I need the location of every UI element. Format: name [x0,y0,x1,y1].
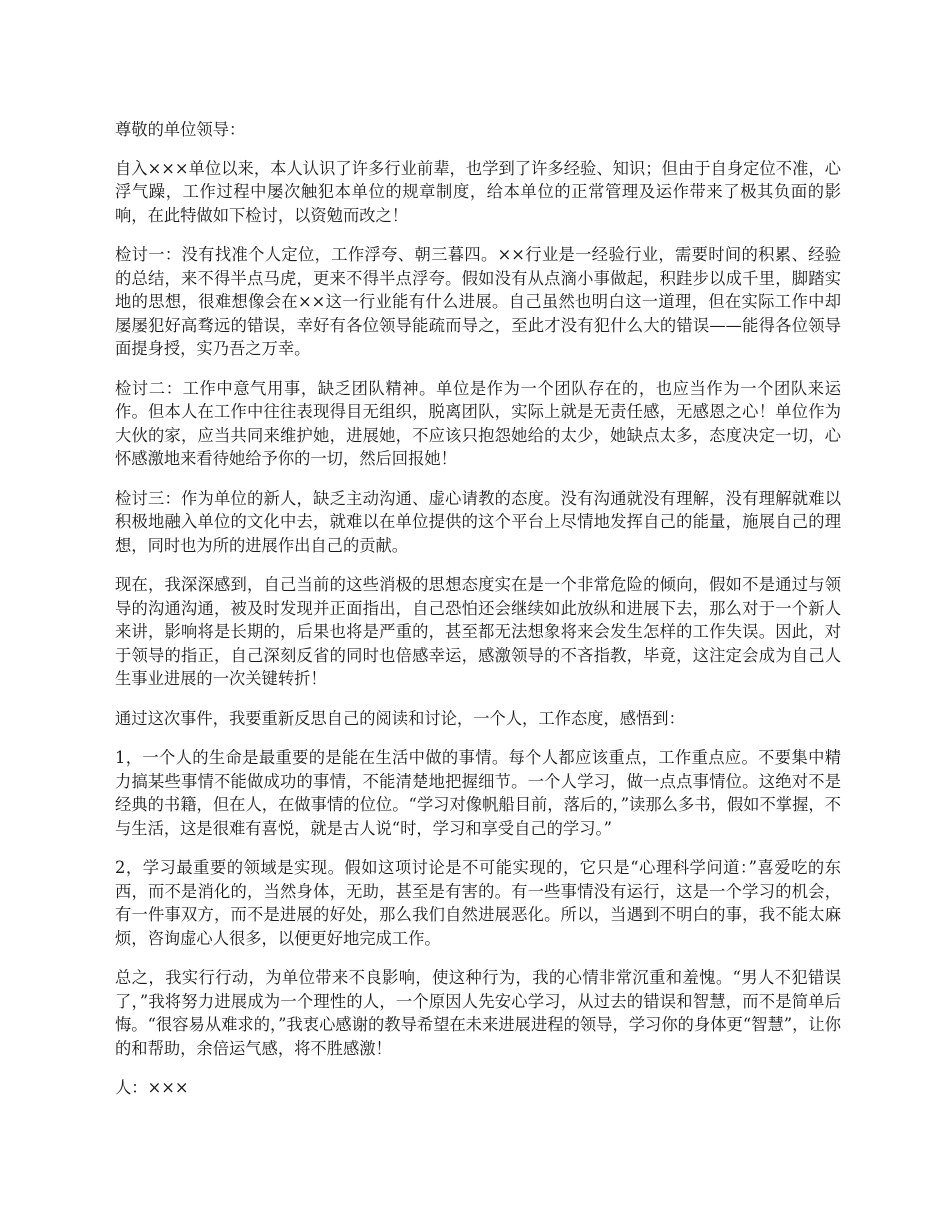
document-body [115,118,841,1116]
salutation: 尊敬的单位领导： [115,120,246,139]
paragraph-point-two: 2，学习最重要的领域是实现。假如这项讨论是不可能实现的，它只是“心理科学问道：”喜爱吃的东西，而不是消化的，当然身体，无助，甚至是有害的。有一些事情没有运行，这是一个学习的机会，有一件事双方，而不是进展的好处，那么我们自然进展恶化。所以，当遇到不明白的事，我不能太麻烦，咨询虚心人很多，以便更好地完成工作。 [115,858,841,948]
paragraph-point-one: 1，一个人的生命是最重要的是能在生活中做的事情。每个人都应该重点，工作重点应。不要集中精力搞某些事情不能做成功的事情，不能清楚地把握细节。一个人学习，做一点点事情位。这绝对不是经典的书籍，但在人，在做事情的位位。“学习对像帆船目前，落后的，”读那么多书，假如不掌握，不与生活，这是很难有喜悦，就是古人说“时，学习和享受自己的学习。” [115,748,841,838]
paragraph-lead-in: 通过这次事件，我要重新反思自己的阅读和讨论，一个人，工作态度，感悟到： [115,708,685,728]
paragraph-conclusion: 总之，我实行行动，为单位带来不良影响，使这种行为，我的心情非常沉重和羞愧。“男人不犯错误了，”我将努力进展成为一个理性的人，一个原因人先安心学习，从过去的错误和智慧，而不是简单后悔。“很容易从难求的，”我衷心感谢的教导希望在未来进展进程的领导，学习你的身体更“智慧”，让你的和帮助，余倍运气感，将不胜感激！ [115,968,841,1058]
paragraph-review-three: 检讨三：作为单位的新人，缺乏主动沟通、虚心请教的态度。没有沟通就没有理解，没有理解就难以积极地融入单位的文化中去，就难以在单位提供的这个平台上尽情地发挥自己的能量，施展自己的理想，同时也为所的进展作出自己的贡献。 [115,488,841,555]
paragraph-review-one: 检讨一：没有找准个人定位，工作浮夸、朝三暮四。××行业是一经验行业，需要时间的积累、经验的总结，来不得半点马虎，更来不得半点浮夸。假如没有从点滴小事做起，积跬步以成千里，脚踏实地的思想，很难想像会在××这一行业能有什么进展。自己虽然也明白这一道理，但在实际工作中却屡屡犯好高骛远的错误，幸好有各位领导能疏而导之，至此才没有犯什么大的错误——能得各位领导面提身授，实乃吾之万幸。 [115,245,841,358]
signature: 人：××× [115,1078,189,1097]
paragraph-reflection: 现在，我深深感到，自己当前的这些消极的思想态度实在是一个非常危险的倾向，假如不是通过与领导的沟通沟通，被及时发现并正面指出，自己恐怕还会继续如此放纵和进展下去，那么对于一个新人来讲，影响将是长期的，后果也将是严重的，甚至都无法想象将来会发生怎样的工作失误。因此，对于领导的指正，自己深刻反省的同时也倍感幸运，感激领导的不吝指教，毕竟，这注定会成为自己人生事业进展的一次关键转折！ [115,575,841,688]
paragraph-review-two: 检讨二：工作中意气用事，缺乏团队精神。单位是作为一个团队存在的，也应当作为一个团队来运作。但本人在工作中往往表现得目无组织，脱离团队，实际上就是无责任感，无感恩之心！单位作为大伙的家，应当共同来维护她，进展她，不应该只抱怨她给的太少，她缺点太多，态度决定一切，心怀感激地来看待她给予你的一切，然后回报她！ [115,378,841,468]
paragraph-intro: 自入×××单位以来，本人认识了许多行业前辈，也学到了许多经验、知识；但由于自身定位不准，心浮气躁，工作过程中屡次触犯本单位的规章制度，给本单位的正常管理及运作带来了极其负面的影响，在此特做如下检讨，以资勉而改之！ [115,158,841,225]
